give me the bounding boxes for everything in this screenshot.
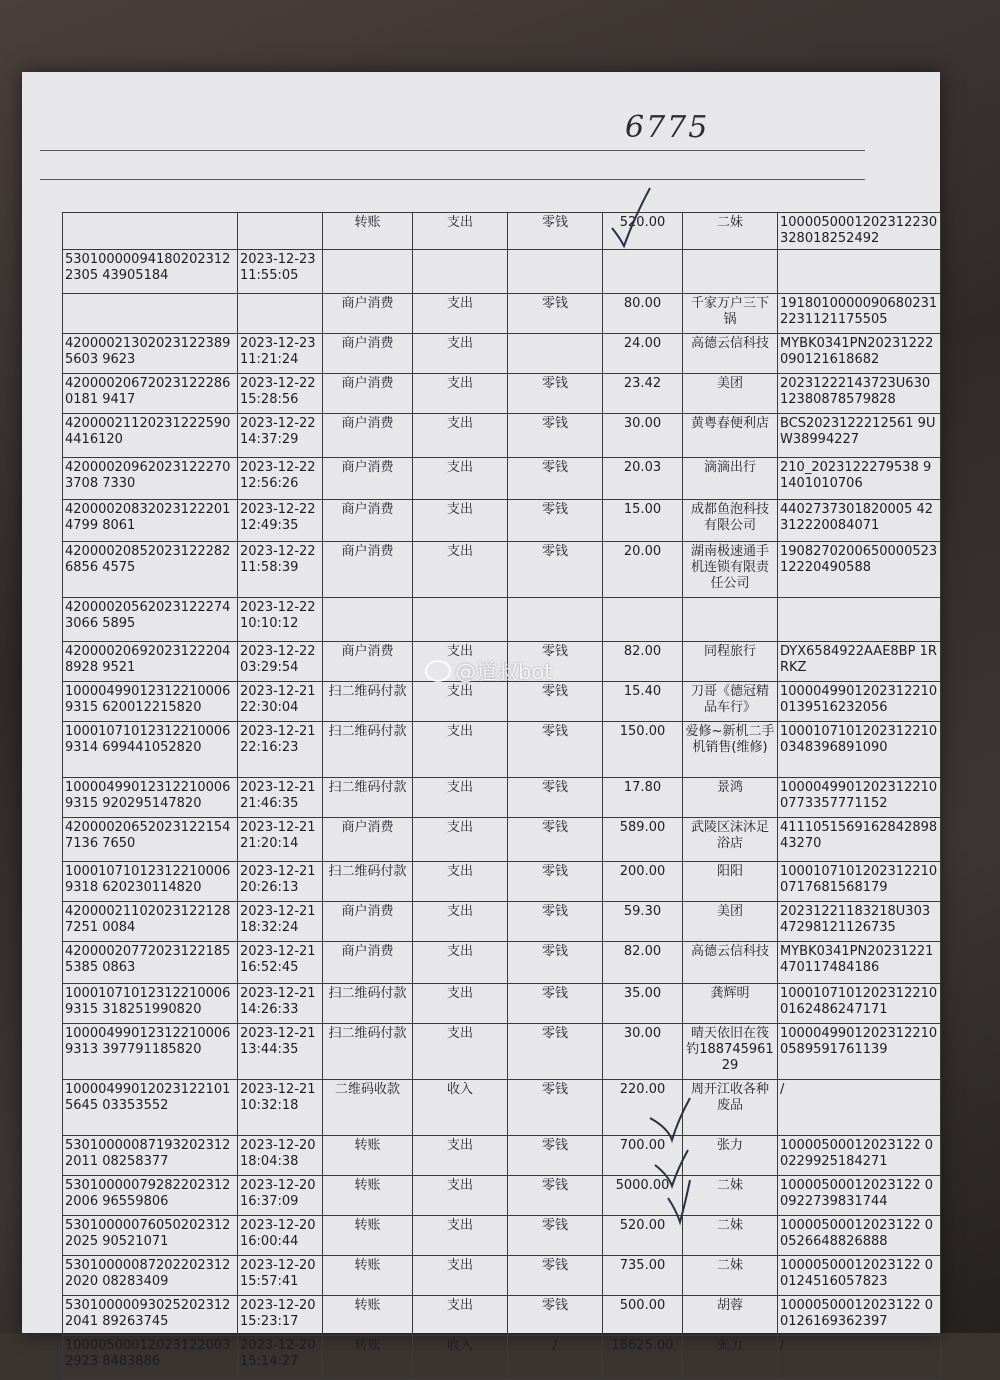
transaction-type: 商户消费: [323, 642, 413, 682]
transaction-direction: 支出: [413, 1296, 508, 1336]
transaction-amount: 5000.00: [603, 1176, 683, 1216]
order-number: 10000499012023122100139516232056: [778, 682, 941, 722]
transaction-direction: 支出: [413, 902, 508, 942]
transaction-time: 2023-12-20 15:14:27: [238, 1336, 323, 1380]
transaction-time: [238, 294, 323, 334]
transaction-amount: 80.00: [603, 294, 683, 334]
divider-line: [40, 179, 865, 180]
payment-method: 零钱: [508, 778, 603, 818]
table-row: [63, 862, 941, 902]
transaction-type: 转账: [323, 1176, 413, 1216]
transaction-type: 扫二维码付款: [323, 778, 413, 818]
table-row: [63, 984, 941, 1024]
table-row: [63, 1256, 941, 1296]
counterparty: 美团: [683, 374, 778, 414]
order-number: 20231222143723U63012380878579828: [778, 374, 941, 414]
counterparty: 武陵区沫沐足浴店: [683, 818, 778, 862]
order-number: MYBK0341PN20231221470117484186: [778, 942, 941, 984]
transaction-direction: 支出: [413, 1024, 508, 1080]
transaction-time: 2023-12-23 11:55:05: [238, 250, 323, 294]
transaction-type: 扫二维码付款: [323, 862, 413, 902]
transaction-direction: 支出: [413, 1136, 508, 1176]
payment-method: 零钱: [508, 1216, 603, 1256]
transaction-type: 扫二维码付款: [323, 722, 413, 778]
order-number: 190827020065000052312220490588: [778, 542, 941, 598]
transaction-direction: 支出: [413, 862, 508, 902]
transaction-time: 2023-12-20 15:57:41: [238, 1256, 323, 1296]
transaction-type: 扫二维码付款: [323, 984, 413, 1024]
transaction-time: 2023-12-21 16:52:45: [238, 942, 323, 984]
counterparty: 刀哥《德冠精品车行》: [683, 682, 778, 722]
counterparty: 滴滴出行: [683, 458, 778, 500]
counterparty: 二妹: [683, 1256, 778, 1296]
transaction-direction: 支出: [413, 642, 508, 682]
table-row: [63, 250, 941, 294]
payment-method: 零钱: [508, 374, 603, 414]
payment-method: 零钱: [508, 1136, 603, 1176]
order-number: 10000500012023122 00526648826888: [778, 1216, 941, 1256]
transaction-id: 530100000760502023122025 90521071: [63, 1216, 238, 1256]
table-row: [63, 1024, 941, 1080]
transaction-time: 2023-12-22 11:58:39: [238, 542, 323, 598]
counterparty: 张力: [683, 1336, 778, 1380]
order-number: 10000500012023122 00124516057823: [778, 1256, 941, 1296]
transaction-type: [323, 250, 413, 294]
transaction-type: 转账: [323, 213, 413, 250]
counterparty: [683, 250, 778, 294]
transaction-amount: [603, 598, 683, 642]
transaction-time: 2023-12-20 16:37:09: [238, 1176, 323, 1216]
transaction-type: [323, 598, 413, 642]
transaction-direction: 支出: [413, 414, 508, 458]
transaction-time: 2023-12-21 22:30:04: [238, 682, 323, 722]
transaction-direction: [413, 598, 508, 642]
counterparty: 景鸿: [683, 778, 778, 818]
table-row: [63, 1336, 941, 1380]
order-number: 19180100000906802312231121175505: [778, 294, 941, 334]
transaction-id: 100010710123122100069314 699441052820: [63, 722, 238, 778]
counterparty: 周开江收各种废品: [683, 1080, 778, 1136]
counterparty: 龚辉明: [683, 984, 778, 1024]
watermark: [425, 656, 552, 686]
table-row: [63, 1176, 941, 1216]
table-row: [63, 334, 941, 374]
handwritten-number: 6775: [625, 110, 710, 145]
payment-method: 零钱: [508, 1296, 603, 1336]
table-row: [63, 213, 941, 250]
payment-method: 零钱: [508, 642, 603, 682]
order-number: /: [778, 1336, 941, 1380]
transaction-id: 100010710123122100069318 620230114820: [63, 862, 238, 902]
transaction-type: 转账: [323, 1256, 413, 1296]
transaction-time: 2023-12-21 21:20:14: [238, 818, 323, 862]
payment-method: [508, 250, 603, 294]
transaction-id: [63, 213, 238, 250]
transaction-type: 商户消费: [323, 942, 413, 984]
order-number: MYBK0341PN20231222090121618682: [778, 334, 941, 374]
transaction-id: 420000211202312225904416120: [63, 414, 238, 458]
transaction-time: 2023-12-20 15:23:17: [238, 1296, 323, 1336]
table-row: [63, 414, 941, 458]
transaction-time: 2023-12-21 14:26:33: [238, 984, 323, 1024]
payment-method: 零钱: [508, 1256, 603, 1296]
transaction-direction: 支出: [413, 722, 508, 778]
table-row: [63, 500, 941, 542]
counterparty: 成都鱼泡科技有限公司: [683, 500, 778, 542]
table-row: [63, 458, 941, 500]
payment-method: 零钱: [508, 294, 603, 334]
table-row: [63, 778, 941, 818]
transaction-table: [62, 212, 941, 1380]
transaction-direction: 支出: [413, 818, 508, 862]
transaction-time: 2023-12-21 20:26:13: [238, 862, 323, 902]
payment-method: 零钱: [508, 1024, 603, 1080]
order-number: 10001071012023122100162486247171: [778, 984, 941, 1024]
transaction-type: 扫二维码付款: [323, 1024, 413, 1080]
transaction-id: 420000208520231222826856 4575: [63, 542, 238, 598]
transaction-id: 420000211020231221287251 0084: [63, 902, 238, 942]
transaction-id: 100004990123122100069313 397791185820: [63, 1024, 238, 1080]
counterparty: 美团: [683, 902, 778, 942]
transaction-amount: 500.00: [603, 1296, 683, 1336]
transaction-time: 2023-12-22 10:10:12: [238, 598, 323, 642]
payment-method: 零钱: [508, 682, 603, 722]
transaction-direction: 支出: [413, 374, 508, 414]
table-row: [63, 1216, 941, 1256]
transaction-direction: 支出: [413, 682, 508, 722]
transaction-id: 100004990120231221015645 03353552: [63, 1080, 238, 1136]
payment-method: 零钱: [508, 542, 603, 598]
transaction-type: 商户消费: [323, 374, 413, 414]
transaction-direction: 支出: [413, 213, 508, 250]
transaction-amount: [603, 250, 683, 294]
table-row: [63, 682, 941, 722]
transaction-amount: 30.00: [603, 414, 683, 458]
transaction-type: 转账: [323, 1296, 413, 1336]
transaction-amount: 35.00: [603, 984, 683, 1024]
counterparty: 张力: [683, 1136, 778, 1176]
transaction-time: 2023-12-20 16:00:44: [238, 1216, 323, 1256]
transaction-time: 2023-12-21 10:32:18: [238, 1080, 323, 1136]
transaction-time: 2023-12-22 12:49:35: [238, 500, 323, 542]
transaction-type: 商户消费: [323, 500, 413, 542]
transaction-id: 100005000120231220032923 8483886: [63, 1336, 238, 1380]
payment-method: 零钱: [508, 1080, 603, 1136]
order-number: 210_2023122279538 91401010706: [778, 458, 941, 500]
transaction-amount: 520.00: [603, 1216, 683, 1256]
transaction-amount: 589.00: [603, 818, 683, 862]
table-row: [63, 902, 941, 942]
counterparty: 湖南极速通手机连锁有限责任公司: [683, 542, 778, 598]
transaction-type: 商户消费: [323, 458, 413, 500]
transaction-time: 2023-12-21 21:46:35: [238, 778, 323, 818]
order-number: 100005000120231223032801825249​2: [778, 213, 941, 250]
payment-method: 零钱: [508, 500, 603, 542]
table-row: [63, 542, 941, 598]
transaction-time: 2023-12-22 12:56:26: [238, 458, 323, 500]
transaction-direction: 收入: [413, 1080, 508, 1136]
transaction-time: 2023-12-22 15:28:56: [238, 374, 323, 414]
transaction-id: 420000209620231222703708 7330: [63, 458, 238, 500]
transaction-id: [63, 294, 238, 334]
transaction-amount: 735.00: [603, 1256, 683, 1296]
transaction-direction: 支出: [413, 1176, 508, 1216]
transaction-time: 2023-12-21 22:16:23: [238, 722, 323, 778]
table-row: [63, 722, 941, 778]
order-number: DYX6584922AAE8BP 1RRKZ: [778, 642, 941, 682]
table-row: [63, 294, 941, 334]
transaction-type: 二维码收款: [323, 1080, 413, 1136]
transaction-direction: 支出: [413, 542, 508, 598]
counterparty: 阳阳: [683, 862, 778, 902]
transaction-amount: 59.30: [603, 902, 683, 942]
payment-method: 零钱: [508, 902, 603, 942]
counterparty: 晴天依旧在筏钓18874596129: [683, 1024, 778, 1080]
transaction-id: 420000206720231222860181 9417: [63, 374, 238, 414]
transaction-direction: 支出: [413, 778, 508, 818]
payment-method: [508, 334, 603, 374]
transaction-direction: 支出: [413, 458, 508, 500]
order-number: 10000499012023122100773357771152: [778, 778, 941, 818]
transaction-amount: 15.00: [603, 500, 683, 542]
transaction-amount: 15.40: [603, 682, 683, 722]
transaction-id: 100004990123122100069315 620012215820: [63, 682, 238, 722]
transaction-amount: 17.80: [603, 778, 683, 818]
transaction-type: 商户消费: [323, 334, 413, 374]
counterparty: 二妹: [683, 1176, 778, 1216]
order-number: [778, 598, 941, 642]
transaction-id: 420000205620231222743066 5895: [63, 598, 238, 642]
transaction-amount: 30.00: [603, 1024, 683, 1080]
transaction-amount: 200.00: [603, 862, 683, 902]
transaction-direction: 支出: [413, 1216, 508, 1256]
table-row: [63, 1080, 941, 1136]
order-number: 10000499012023122100589591761139: [778, 1024, 941, 1080]
table-row: [63, 598, 941, 642]
transaction-amount: 520.00: [603, 213, 683, 250]
counterparty: 二妹: [683, 213, 778, 250]
transaction-amount: 82.00: [603, 642, 683, 682]
order-number: 10000500012023122 00922739831744: [778, 1176, 941, 1216]
table-row: [63, 374, 941, 414]
transaction-amount: 150.00: [603, 722, 683, 778]
transaction-direction: 支出: [413, 294, 508, 334]
order-number: 411105156916284289843270: [778, 818, 941, 862]
transaction-time: 2023-12-22 03:29:54: [238, 642, 323, 682]
order-number: 10001071012023122100717681568179: [778, 862, 941, 902]
transaction-time: 2023-12-21 18:32:24: [238, 902, 323, 942]
table-row: [63, 942, 941, 984]
transaction-amount: 82.00: [603, 942, 683, 984]
weibo-logo-icon: [425, 660, 451, 682]
transaction-time: 2023-12-21 13:44:35: [238, 1024, 323, 1080]
transaction-id: 420000206520231221547136 7650: [63, 818, 238, 862]
transaction-id: 420000207720231221855385 0863: [63, 942, 238, 984]
counterparty: 千家万户三下锅: [683, 294, 778, 334]
order-number: 10000500012023122 00126169362397: [778, 1296, 941, 1336]
counterparty: 高德云信科技: [683, 334, 778, 374]
transaction-time: 2023-12-23 11:21:24: [238, 334, 323, 374]
transaction-type: 转账: [323, 1216, 413, 1256]
transaction-table-body: [63, 213, 941, 1380]
transaction-type: 商户消费: [323, 542, 413, 598]
payment-method: 零钱: [508, 722, 603, 778]
divider-line: [40, 150, 865, 151]
transaction-amount: 20.00: [603, 542, 683, 598]
transaction-amount: 220.00: [603, 1080, 683, 1136]
payment-method: 零钱: [508, 1176, 603, 1216]
payment-method: 零钱: [508, 942, 603, 984]
transaction-id: 530100000871932023122011 08258377: [63, 1136, 238, 1176]
transaction-time: 2023-12-20 18:04:38: [238, 1136, 323, 1176]
payment-method: 零钱: [508, 414, 603, 458]
payment-method: 零钱: [508, 213, 603, 250]
transaction-amount: 18625.00: [603, 1336, 683, 1380]
payment-method: 零钱: [508, 818, 603, 862]
counterparty: [683, 598, 778, 642]
transaction-amount: 24.00: [603, 334, 683, 374]
payment-method: /: [508, 1336, 603, 1380]
order-number: 10000500012023122 00229925184271: [778, 1136, 941, 1176]
transaction-amount: 20.03: [603, 458, 683, 500]
transaction-id: 530100000872022023122020 08283409: [63, 1256, 238, 1296]
transaction-type: 商户消费: [323, 414, 413, 458]
transaction-direction: [413, 250, 508, 294]
transaction-amount: 700.00: [603, 1136, 683, 1176]
order-number: 20231221183218U30347298121126735: [778, 902, 941, 942]
transaction-direction: 支出: [413, 984, 508, 1024]
counterparty: 高德云信科技: [683, 942, 778, 984]
transaction-direction: 支出: [413, 1256, 508, 1296]
transaction-type: 扫二维码付款: [323, 682, 413, 722]
transaction-id: 530100000792822023122006 96559806: [63, 1176, 238, 1216]
counterparty: 二妹: [683, 1216, 778, 1256]
table-row: [63, 818, 941, 862]
payment-method: 零钱: [508, 458, 603, 500]
transaction-direction: 支出: [413, 500, 508, 542]
payment-method: 零钱: [508, 862, 603, 902]
counterparty: 同程旅行: [683, 642, 778, 682]
transaction-type: 商户消费: [323, 818, 413, 862]
transaction-type: 商户消费: [323, 902, 413, 942]
watermark-text: @道叔bot: [455, 660, 553, 684]
transaction-direction: 收入: [413, 1336, 508, 1380]
order-number: BCS2023122212561 9UW38994227: [778, 414, 941, 458]
transaction-type: 转账: [323, 1336, 413, 1380]
order-number: 10001071012023122100348396891090: [778, 722, 941, 778]
transaction-id: 420000206920231222048928 9521: [63, 642, 238, 682]
transaction-time: 2023-12-22 14:37:29: [238, 414, 323, 458]
transaction-id: 100010710123122100069315 318251990820: [63, 984, 238, 1024]
counterparty: 爱修~新机二手机销售(维修): [683, 722, 778, 778]
transaction-amount: 23.42: [603, 374, 683, 414]
transaction-id: 100004990123122100069315 920295147820: [63, 778, 238, 818]
transaction-type: 商户消费: [323, 294, 413, 334]
counterparty: 胡蓉: [683, 1296, 778, 1336]
transaction-direction: 支出: [413, 942, 508, 984]
transaction-id: 420000208320231222014799 8061: [63, 500, 238, 542]
table-row: [63, 1136, 941, 1176]
order-number: 4402737301820005 42312220084071: [778, 500, 941, 542]
transaction-id: 530100000930252023122041 89263745: [63, 1296, 238, 1336]
transaction-direction: 支出: [413, 334, 508, 374]
payment-method: 零钱: [508, 984, 603, 1024]
order-number: /: [778, 1080, 941, 1136]
transaction-id: 420000213020231223895603 9623: [63, 334, 238, 374]
payment-method: [508, 598, 603, 642]
transaction-id: 530100000941802023122305 43905184: [63, 250, 238, 294]
transaction-type: 转账: [323, 1136, 413, 1176]
counterparty: 黄粤春便利店: [683, 414, 778, 458]
table-row: [63, 1296, 941, 1336]
transaction-time: [238, 213, 323, 250]
order-number: [778, 250, 941, 294]
